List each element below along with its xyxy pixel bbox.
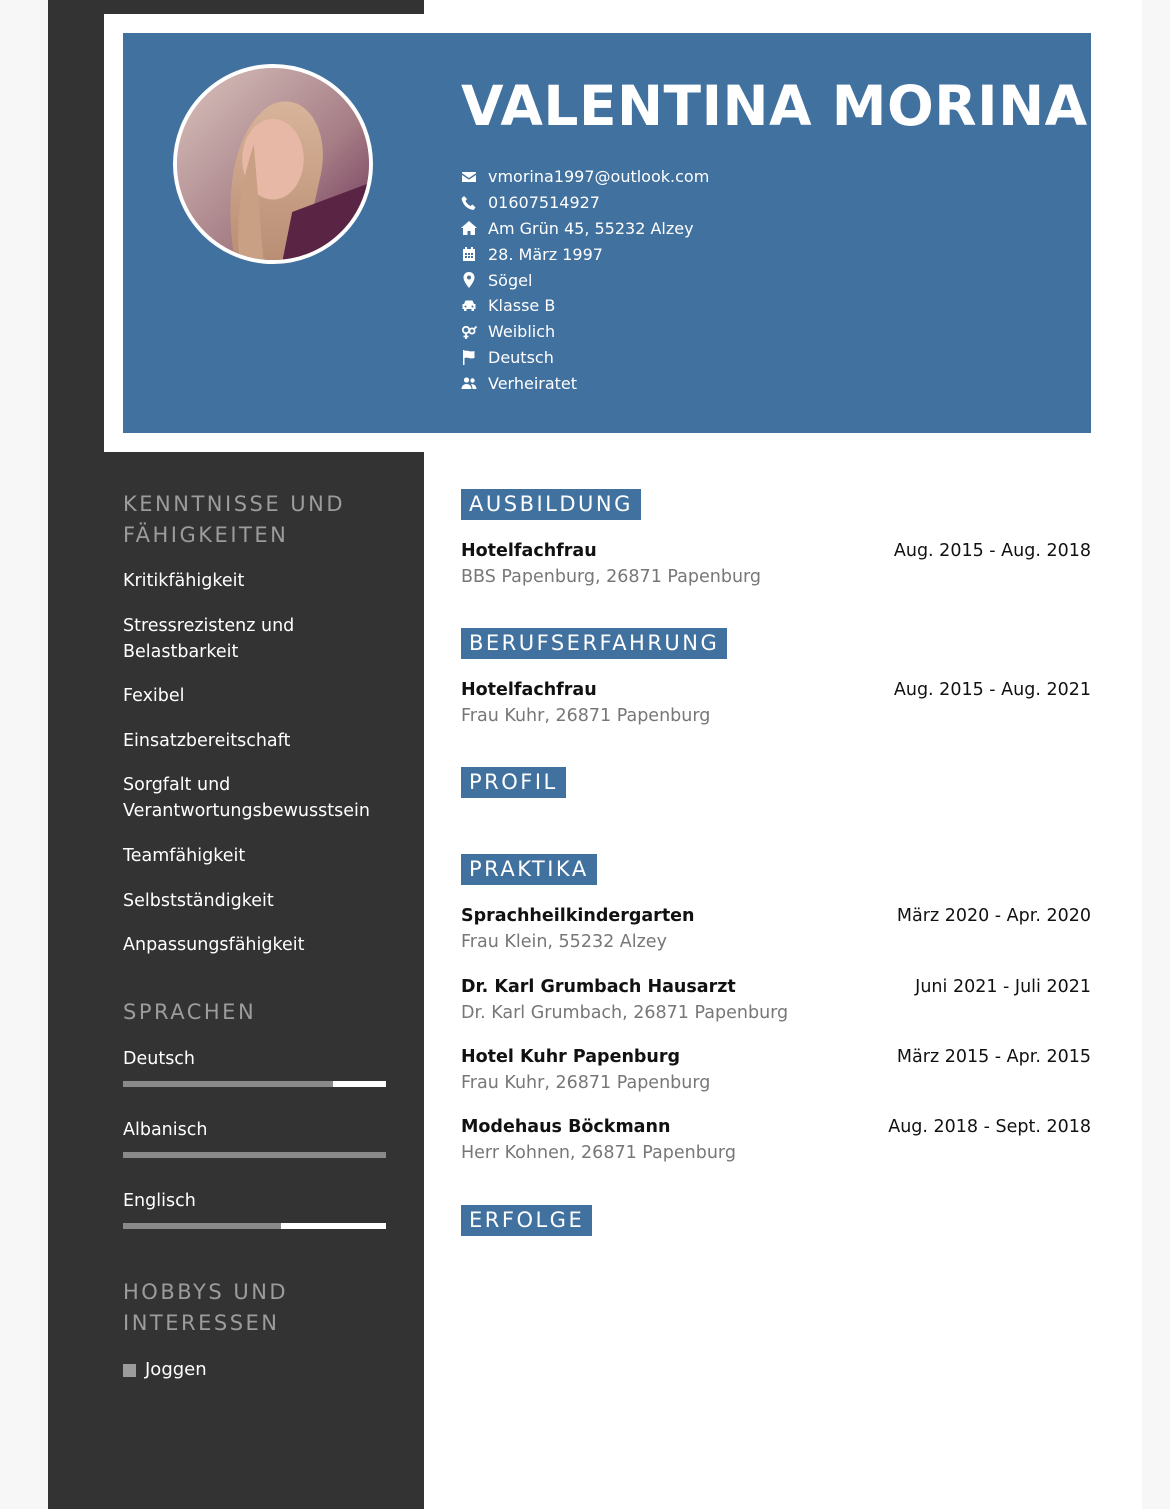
envelope-icon [458,169,480,185]
entry-location: Frau Klein, 55232 Alzey [461,932,667,952]
experience-entry [461,678,1091,728]
entry-location: Frau Kuhr, 26871 Papenburg [461,706,711,726]
language-deutsch [123,1047,386,1071]
contact-email [458,164,709,190]
contact-address-text: Am Grün 45, 55232 Alzey [488,218,694,238]
contact-phone-text: 01607514927 [488,193,600,213]
entry-date: Aug. 2015 - Aug. 2021 [893,680,1091,700]
language-level-bar [123,1152,386,1158]
experience-heading: BERUFSERFAHRUNG [461,628,727,659]
education-entry [461,539,1091,589]
skill-item: Teamfähigkeit [123,845,246,866]
language-level-fill [333,1081,386,1087]
entry-date: März 2020 - Apr. 2020 [896,906,1091,926]
internships-heading: PRAKTIKA [461,854,597,885]
languages-heading: SPRACHEN [123,1000,257,1024]
phone-icon [458,195,480,211]
contact-gender [458,319,709,345]
hobby-label: Joggen [145,1359,207,1380]
gender-icon [458,324,480,340]
entry-location: Dr. Karl Grumbach, 26871 Papenburg [461,1003,789,1023]
profile-heading: PROFIL [461,767,566,798]
contact-license [458,293,709,319]
language-albanisch [123,1118,386,1142]
contact-marital-status [458,370,709,396]
skill-item: Selbstständigkeit [123,890,274,911]
internship-entry [461,904,1091,954]
language-name: Albanisch [123,1120,208,1140]
contact-address [458,216,709,242]
contact-birthplace-text: Sögel [488,270,533,290]
language-name: Deutsch [123,1049,196,1069]
skill-item: Kritikfähigkeit [123,571,245,591]
education-heading: AUSBILDUNG [461,489,641,520]
contact-birthdate-text: 28. März 1997 [488,244,603,264]
entry-title: Dr. Karl Grumbach Hausarzt [461,977,736,997]
entry-date: Aug. 2018 - Sept. 2018 [888,1117,1091,1137]
entry-location: Frau Kuhr, 26871 Papenburg [461,1073,711,1093]
bullet-square-icon [123,1364,136,1377]
entry-location: Herr Kohnen, 26871 Papenburg [461,1143,736,1163]
language-level-bar [123,1223,386,1229]
contact-birthplace [458,267,709,293]
language-level-fill [281,1223,386,1229]
contact-email-text: vmorina1997@outlook.com [488,167,710,187]
entry-date: Aug. 2015 - Aug. 2018 [893,541,1091,561]
home-icon [458,220,480,236]
entry-title: Hotelfachfrau [461,680,597,700]
hobbies-heading: HOBBYS UND INTERESSEN [123,1280,289,1335]
entry-date: Juni 2021 - Juli 2021 [915,977,1091,997]
hobby-item [123,1358,207,1382]
contact-gender-text: Weiblich [488,322,556,342]
calendar-icon [458,246,480,262]
contact-birthdate [458,241,709,267]
internship-entry [461,975,1091,1025]
contact-phone [458,190,709,216]
entry-title: Sprachheilkindergarten [461,906,695,926]
skill-item: Stressrezistenz und Belastbarkeit [123,615,295,662]
contact-nationality-text: Deutsch [488,347,554,367]
skills-heading: KENNTNISSE UND FÄHIGKEITEN [123,492,346,547]
entry-title: Hotelfachfrau [461,541,597,561]
language-level-bar [123,1081,386,1087]
achievements-heading: ERFOLGE [461,1205,592,1236]
internship-entry [461,1045,1091,1095]
contact-marital-status-text: Verheiratet [488,373,578,393]
skill-item: Anpassungsfähigkeit [123,935,305,956]
entry-title: Modehaus Böckmann [461,1117,671,1137]
skill-item: Einsatzbereitschaft [123,730,291,751]
internship-entry [461,1115,1091,1165]
skill-item: Sorgfalt und Verantwortungsbewusstsein [123,775,370,822]
skill-item: Fexibel [123,686,185,707]
language-name: Englisch [123,1191,196,1211]
contact-nationality [458,345,709,371]
entry-location: BBS Papenburg, 26871 Papenburg [461,567,762,587]
skills-list [123,568,413,977]
map-marker-icon [458,272,480,288]
entry-title: Hotel Kuhr Papenburg [461,1047,681,1067]
users-icon [458,375,480,391]
language-englisch [123,1189,386,1213]
car-icon [458,298,480,314]
profile-photo [173,64,373,264]
contact-list [458,164,709,396]
full-name: VALENTINA MORINA [461,74,1088,138]
contact-license-text: Klasse B [488,296,556,316]
entry-date: März 2015 - Apr. 2015 [896,1047,1091,1067]
flag-icon [458,349,480,365]
